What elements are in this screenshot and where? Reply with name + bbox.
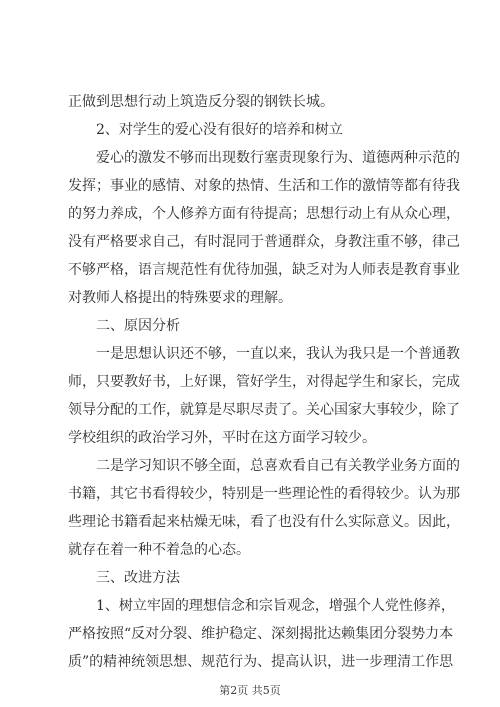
- page-footer: 第2页 共5页: [219, 684, 281, 697]
- paragraph-line: 质”的精神统领思想、规范行为、提高认识，进一步理清工作思: [68, 654, 454, 670]
- paragraph-line: 发挥；事业的感情、对象的热情、生活和工作的激情等都有待我: [68, 178, 460, 194]
- paragraph-line: 领导分配的工作，就算是尽职尽责了。关心国家大事较少，除了: [68, 402, 460, 418]
- paragraph-line: 的努力养成，个人修养方面有待提高；思想行动上有从众心理，: [68, 206, 460, 222]
- paragraph-line: 严格按照“反对分裂、维护稳定、深刻揭批达赖集团分裂势力本: [68, 626, 454, 642]
- paragraph-line: 爱心的激发不够而出现数行塞责现象行为、道德两种示范的: [96, 150, 460, 166]
- paragraph-line: 些理论书籍看起来枯燥无味，看了也没有什么实际意义。因此，: [68, 514, 460, 530]
- section-heading: 二、原因分析: [96, 318, 180, 334]
- section-heading: 2、对学生的爱心没有很好的培养和树立: [96, 122, 343, 138]
- paragraph-line: 书籍，其它书看得较少，特别是一些理论性的看得较少。认为那: [68, 486, 460, 502]
- paragraph-line: 1、树立牢固的理想信念和宗旨观念，增强个人党性修养，: [96, 598, 455, 614]
- paragraph-line: 一是思想认识还不够，一直以来，我认为我只是一个普通教: [96, 346, 460, 362]
- paragraph-line: 没有严格要求自己，有时混同于普通群众，身教注重不够，律己: [68, 234, 460, 250]
- paragraph-line: 师，只要教好书，上好课，管好学生，对得起学生和家长，完成: [68, 374, 460, 390]
- paragraph-line: 二是学习知识不够全面，总喜欢看自己有关教学业务方面的: [96, 458, 460, 474]
- paragraph-line: 正做到思想行动上筑造反分裂的钢铁长城。: [68, 94, 334, 110]
- paragraph-line: 不够严格，语言规范性有优待加强，缺乏对为人师表是教育事业: [68, 262, 460, 278]
- paragraph-line: 学校组织的政治学习外，平时在这方面学习较少。: [68, 430, 376, 446]
- paragraph-line: 就存在着一种不着急的心态。: [68, 542, 250, 558]
- section-heading: 三、改进方法: [96, 570, 180, 586]
- paragraph-line: 对教师人格提出的特殊要求的理解。: [68, 290, 292, 306]
